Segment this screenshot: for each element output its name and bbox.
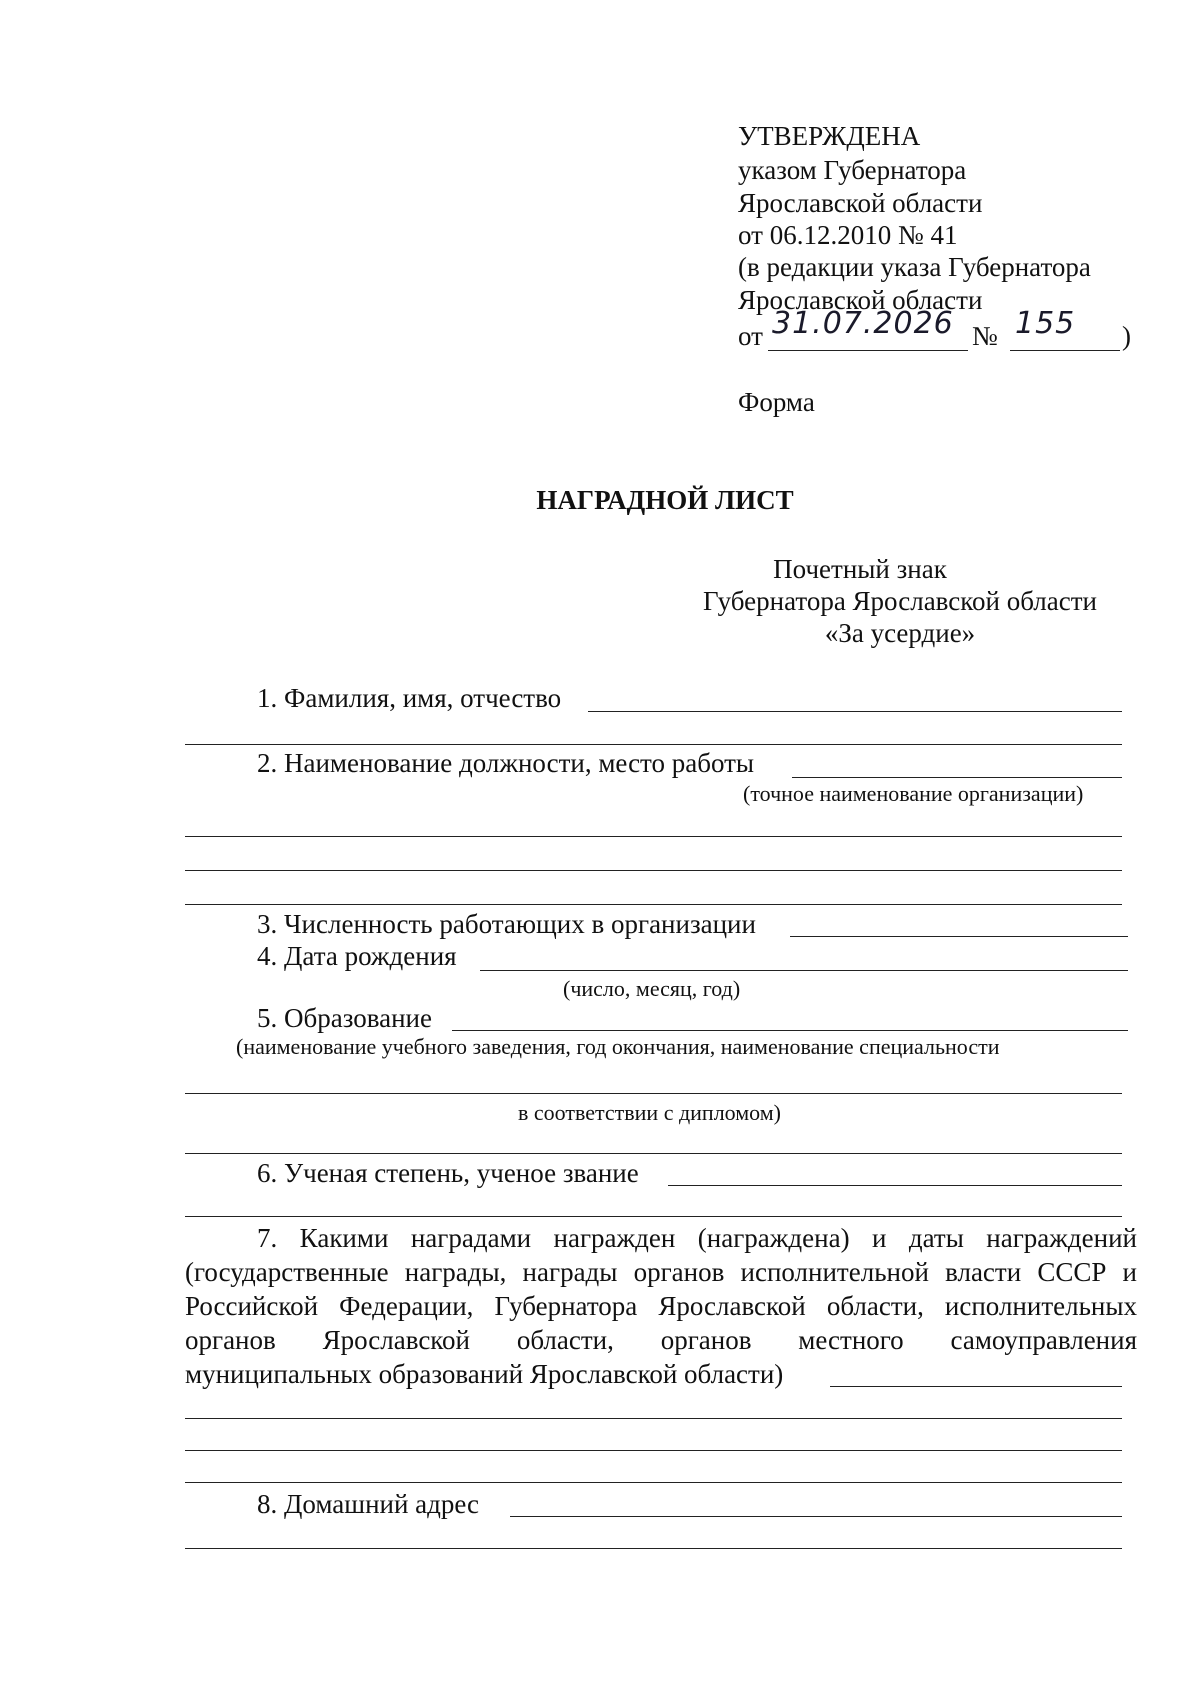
field-2-line-a[interactable] <box>185 836 1122 837</box>
document-title: НАГРАДНОЙ ЛИСТ <box>536 485 794 515</box>
approval-close-paren: ) <box>1122 321 1131 351</box>
field-3-label: 3. Численность работающих в организации <box>257 909 756 939</box>
field-1-input-line[interactable] <box>588 711 1122 712</box>
field-8-input-line[interactable] <box>510 1516 1122 1517</box>
field-7-line-c[interactable] <box>185 1482 1122 1483</box>
field-4-label: 4. Дата рождения <box>257 941 457 971</box>
form-label: Форма <box>738 387 815 417</box>
approval-decree-line: указом Губернатора <box>738 155 967 185</box>
field-3-input-line[interactable] <box>790 936 1128 937</box>
field-8-label: 8. Домашний адрес <box>257 1489 480 1519</box>
handwritten-number: 155 <box>1015 306 1076 341</box>
approval-revision-no: № <box>972 321 998 351</box>
award-line-1: Почетный знак <box>773 554 947 584</box>
field-5-hint-2: в соответствии с дипломом) <box>518 1100 782 1125</box>
field-7-line-5: муниципальных образований Ярославской области) <box>185 1359 784 1389</box>
field-1-label: 1. Фамилия, имя, отчество <box>257 683 562 713</box>
award-line-3: «За усердие» <box>824 618 976 648</box>
revision-number-underline <box>1010 350 1120 351</box>
field-2-hint: (точное наименование организации) <box>743 781 1084 806</box>
field-6-continuation-line[interactable] <box>185 1216 1122 1217</box>
field-6-label: 6. Ученая степень, ученое звание <box>257 1158 639 1188</box>
field-5-input-line[interactable] <box>452 1030 1128 1031</box>
field-5-hint-1: (наименование учебного заведения, год окончания, наименование специальности <box>236 1034 1000 1059</box>
field-2-line-b[interactable] <box>185 870 1122 871</box>
field-4-input-line[interactable] <box>480 970 1128 971</box>
field-6-input-line[interactable] <box>668 1185 1122 1186</box>
field-7-line-1: 7. Какими наградами награжден (награждена) и даты награждений <box>257 1223 1137 1253</box>
approval-revision-region: Ярославской области <box>738 285 983 315</box>
field-2-input-line[interactable] <box>792 777 1122 778</box>
field-7-line-4: органов Ярославской области, органов местного самоуправления <box>185 1325 1137 1355</box>
field-5-line-a[interactable] <box>185 1093 1122 1094</box>
award-line-2: Губернатора Ярославской области <box>703 586 1097 616</box>
approval-revision-line: (в редакции указа Губернатора <box>738 252 1091 282</box>
field-7-input-line[interactable] <box>830 1386 1122 1387</box>
approval-revision-ot: от <box>738 321 763 351</box>
field-8-continuation-line[interactable] <box>185 1548 1122 1549</box>
field-7-line-3: Российской Федерации, Губернатора Ярославской области, исполнительных <box>185 1291 1137 1321</box>
field-2-label: 2. Наименование должности, место работы <box>257 748 755 778</box>
field-5-label: 5. Образование <box>257 1003 432 1033</box>
field-1-continuation-line[interactable] <box>185 744 1122 745</box>
approval-date-number: от 06.12.2010 № 41 <box>738 220 958 250</box>
field-4-hint: (число, месяц, год) <box>563 976 741 1001</box>
field-7-line-a[interactable] <box>185 1418 1122 1419</box>
field-7-line-2: (государственные награды, награды органов исполнительной власти СССР и <box>185 1257 1137 1287</box>
revision-date-underline <box>768 350 968 351</box>
approval-region-line: Ярославской области <box>738 188 983 218</box>
field-7-line-b[interactable] <box>185 1450 1122 1451</box>
field-2-line-c[interactable] <box>185 904 1122 905</box>
field-5-line-b[interactable] <box>185 1153 1122 1154</box>
handwritten-date: 31.07.2026 <box>772 306 954 341</box>
approval-heading: УТВЕРЖДЕНА <box>738 121 921 151</box>
